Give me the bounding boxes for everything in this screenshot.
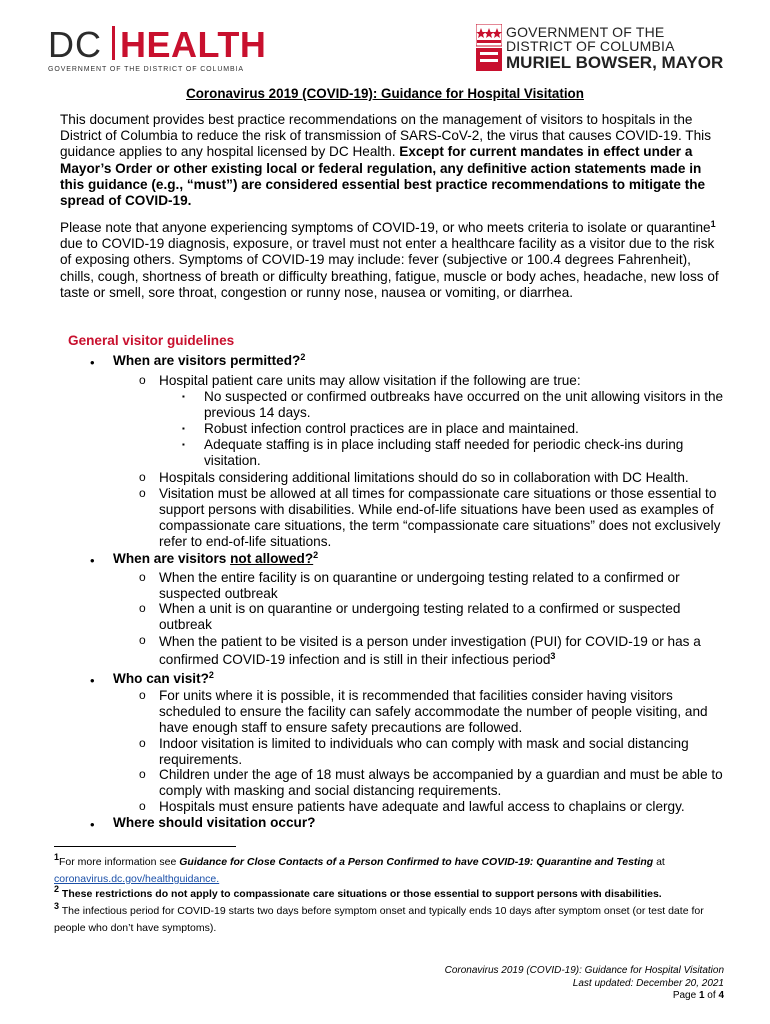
question-underlined: not allowed? [230, 551, 314, 566]
list-item-text: When the patient to be visited is a person under investigation (PUI) for COVID-19 or has a confirmed COVID-19 infection and is still in their infectious period [159, 634, 701, 667]
question-text: When are visitors [113, 551, 231, 566]
circle-marker: o [139, 633, 146, 647]
list-item: Children under the age of 18 must always be accompanied by a guardian and must be able to comply with masking and social distancing requirements. [159, 767, 723, 798]
list-item: Adequate staffing is in place including staff needed for periodic check-ins during visitation. [204, 437, 684, 468]
footnote-number: 1 [54, 852, 60, 862]
bullet-marker: • [90, 553, 95, 568]
square-marker: ▪ [182, 392, 185, 401]
circle-marker: o [139, 736, 146, 750]
gov-line-2: DISTRICT OF COLUMBIA [506, 38, 675, 54]
square-marker: ▪ [182, 424, 185, 433]
circle-marker: o [139, 570, 146, 584]
intro-bold: Except for current mandates in effect under a Mayor’s Order or other existing local or federal regulation, any definitive action statements made in this guidance (e.g., “must”) are considered essential best practice recommendations to mitigate the spread of COVID-19. [60, 144, 706, 209]
footnote-3 [54, 903, 734, 937]
footnote-text: These restrictions do not apply to compassionate care situations or those essential to support persons with disabilities. [59, 888, 662, 900]
square-marker: ▪ [182, 440, 185, 449]
logo-health-text: HEALTH [120, 24, 267, 65]
note-part-a: Please note that anyone experiencing symptoms of COVID-19, or who meets criteria to isolate or quarantine [60, 220, 711, 235]
list-item: Visitation must be allowed at all times for compassionate care situations or those essential to support persons with disabilities. While end-of-life situations have been used as examples of compassionate care situations, the term “compassionate care situations” does not exclusively refer to end-of-life situations. [159, 486, 721, 549]
footnote-ref-1[interactable]: 1 [710, 219, 716, 229]
circle-marker: o [139, 799, 146, 813]
page-total: 4 [718, 990, 724, 1001]
list-item [159, 633, 725, 669]
list-item: Indoor visitation is limited to individuals who can comply with mask and social distancing requirements. [159, 736, 689, 767]
circle-marker: o [139, 767, 146, 781]
bullet-marker: • [90, 673, 95, 688]
footnote-text: The infectious period for COVID-19 starts two days before symptom onset and typically ends 10 days after symptom onset (or test date for people who don’t have symptoms). [54, 905, 704, 934]
page-prefix: Page [672, 990, 699, 1001]
list-item: When the entire facility is on quarantine or undergoing testing related to a confirmed or suspected outbreak [159, 570, 680, 601]
gov-line-1: GOVERNMENT OF THE [506, 24, 665, 40]
list-item: When a unit is on quarantine or undergoing testing related to a confirmed or suspected outbreak [159, 601, 681, 632]
dc-flag-seal-icon [476, 24, 502, 71]
question-visitors-not-allowed [113, 551, 318, 566]
list-item: Hospitals considering additional limitations should do so in collaboration with DC Health. [159, 470, 689, 485]
footnote-1 [54, 854, 734, 888]
document-title: Coronavirus 2019 (COVID-19): Guidance for Hospital Visitation [186, 86, 584, 101]
question-text: When are visitors permitted? [113, 353, 301, 368]
footnote-ref-3[interactable]: 3 [550, 651, 556, 661]
page-number [673, 990, 724, 1001]
note-part-b: due to COVID-19 diagnosis, exposure, or travel must not enter a healthcare facility as a visitor due to the risk of exposing others. Symptoms of COVID-19 may include: fever (subjective or 100.4 degrees Fahrenheit), chills, cough, shortness of breath or difficulty breathing, fatigue, muscle or body aches, headache, new loss of taste or smell, sore throat, congestion or runny nose, nausea or vomiting, or diarrhea. [60, 236, 719, 300]
dc-health-logo [48, 22, 267, 78]
section-heading: General visitor guidelines [68, 333, 235, 348]
footer-updated: Last updated: December 20, 2021 [572, 978, 724, 989]
question-visitors-permitted [113, 353, 305, 368]
circle-marker: o [139, 486, 146, 500]
footnote-divider [54, 846, 236, 847]
footnote-number: 3 [54, 901, 60, 911]
health-guidance-link[interactable]: coronavirus.dc.gov/healthguidance. [54, 873, 220, 885]
circle-marker: o [139, 688, 146, 702]
dc-government-logo [476, 24, 726, 74]
intro-text: This document provides best practice recommendations on the management of visitors to hospitals in the District of Columbia to reduce the risk of transmission of SARS-CoV-2, the virus that causes COVID-19. This guidance applies to any hospital licensed by DC Health. [60, 112, 711, 160]
footer-title: Coronavirus 2019 (COVID-19): Guidance for Hospital Visitation [444, 965, 724, 976]
question-where-visitation: Where should visitation occur? [113, 815, 316, 830]
footnote-ref-2[interactable]: 2 [208, 670, 214, 680]
logo-dc-text: DC [48, 24, 102, 65]
footnote-text: at [653, 856, 665, 868]
question-text: Who can visit? [113, 671, 209, 686]
footnote-bold-title: Guidance for Close Contacts of a Person Confirmed to have COVID-19: Quarantine and Testing [179, 856, 654, 868]
circle-marker: o [139, 373, 146, 387]
page-of: of [704, 990, 719, 1001]
logo-divider [112, 26, 115, 60]
bullet-marker: • [90, 355, 95, 370]
bullet-marker: • [90, 817, 95, 832]
page-current: 1 [698, 990, 705, 1001]
list-item: Hospitals must ensure patients have adequate and lawful access to chaplains or clergy. [159, 799, 685, 814]
footnote-2 [54, 886, 734, 903]
logo-subline: GOVERNMENT OF THE DISTRICT OF COLUMBIA [48, 66, 244, 73]
footnote-text: For more information see [59, 856, 180, 868]
list-item: For units where it is possible, it is recommended that facilities consider having visitors scheduled to ensure the facility can safely accommodate the number of people visiting, and have enough staff to ensure safety precautions are followed. [159, 688, 708, 735]
footnote-number: 2 [54, 884, 60, 894]
question-who-can-visit [113, 671, 214, 686]
mayor-name: MURIEL BOWSER, MAYOR [506, 53, 724, 72]
list-item: Robust infection control practices are in place and maintained. [204, 421, 579, 436]
circle-marker: o [139, 601, 146, 615]
list-item: No suspected or confirmed outbreaks have occurred on the unit allowing visitors in the previous 14 days. [204, 389, 724, 420]
footnote-ref-2[interactable]: 2 [300, 352, 306, 362]
list-item: Hospital patient care units may allow visitation if the following are true: [159, 373, 581, 388]
footnote-ref-2[interactable]: 2 [313, 550, 319, 560]
circle-marker: o [139, 470, 146, 484]
intro-paragraph [60, 112, 722, 209]
symptoms-note-paragraph [60, 220, 722, 301]
